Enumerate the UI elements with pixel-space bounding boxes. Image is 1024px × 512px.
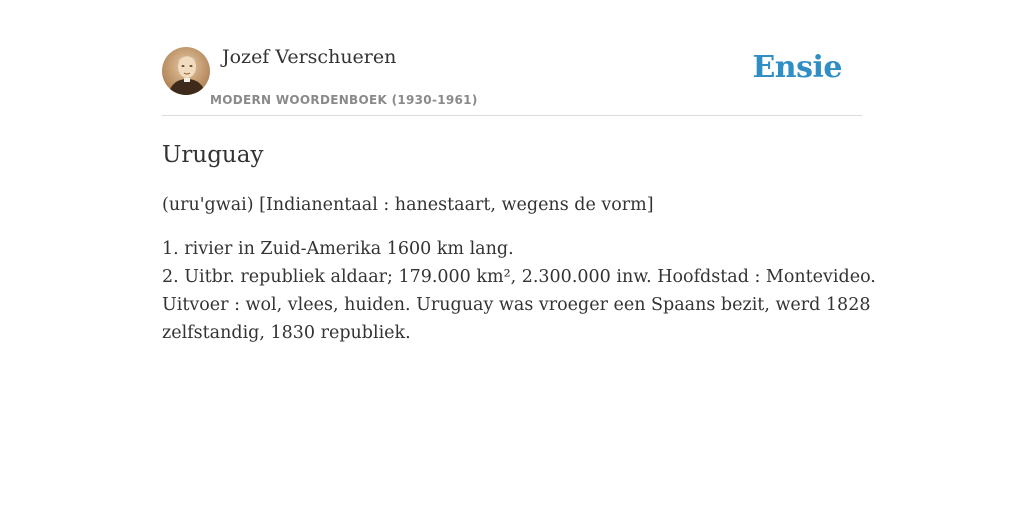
entry-definition — [162, 235, 876, 347]
author-portrait-image — [162, 47, 210, 95]
definition-line: Uitvoer : wol, vlees, huiden. Uruguay was vroeger een Spaans bezit, werd 1828 — [162, 295, 871, 315]
author-avatar[interactable] — [162, 47, 210, 95]
author-name[interactable]: Jozef Verschueren — [222, 46, 397, 68]
brand-logo[interactable]: Ensie — [752, 50, 842, 85]
entry-card — [162, 40, 876, 347]
entry-etymology: (uru'gwai) [Indianentaal : hanestaart, wegens de vorm] — [162, 195, 654, 215]
definition-line: 2. Uitbr. republiek aldaar; 179.000 km², 2.300.000 inw. Hoofdstad : Montevideo. — [162, 267, 876, 287]
definition-line: zelfstandig, 1830 republiek. — [162, 323, 411, 343]
entry-header — [162, 40, 862, 116]
definition-line: 1. rivier in Zuid-Amerika 1600 km lang. — [162, 239, 514, 259]
source-title[interactable]: MODERN WOORDENBOEK (1930-1961) — [210, 93, 478, 107]
entry-term: Uruguay — [162, 142, 264, 168]
